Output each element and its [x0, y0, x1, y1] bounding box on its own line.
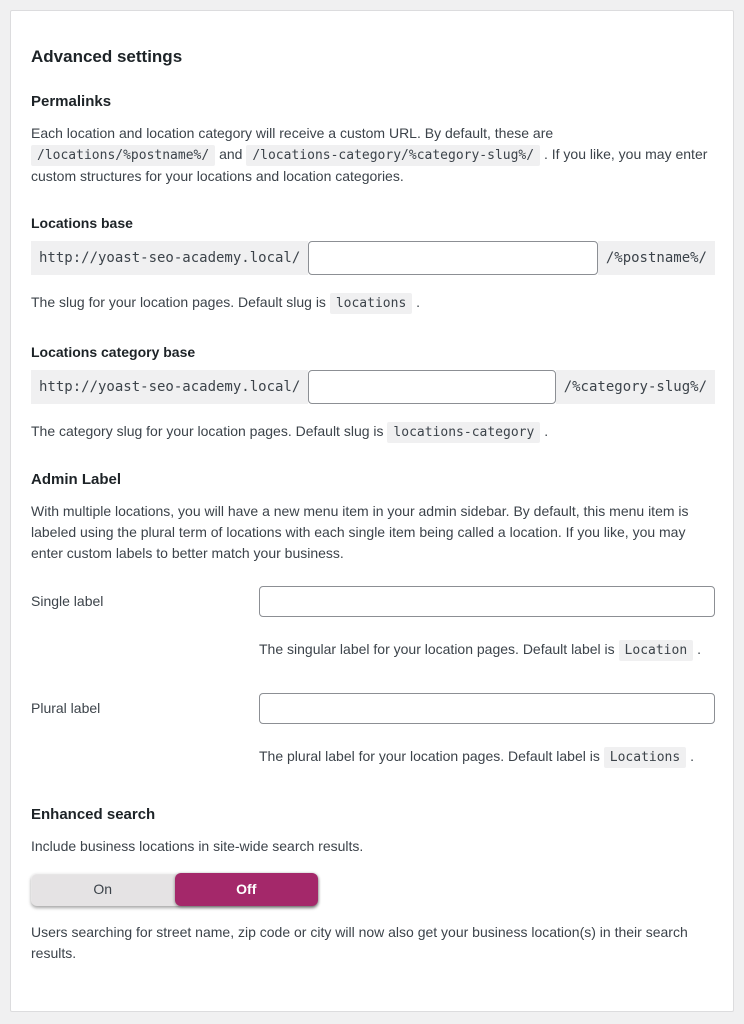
locations-base-input[interactable]	[308, 241, 598, 275]
postname-structure-code: /locations/%postname%/	[31, 145, 215, 166]
locations-base-url-prefix: http://yoast-seo-academy.local/	[31, 241, 308, 275]
enhanced-search-heading: Enhanced search	[31, 806, 156, 823]
locations-base-heading: Locations base	[31, 215, 133, 231]
category-base-description	[31, 419, 715, 445]
category-default-slug-code: locations-category	[387, 422, 540, 443]
locations-base-desc-text: The slug for your location pages. Default slug is	[31, 294, 326, 310]
category-base-desc-end: .	[544, 423, 549, 439]
page-title: Advanced settings	[31, 47, 183, 66]
locations-base-description	[31, 290, 715, 316]
category-base-url-prefix: http://yoast-seo-academy.local/	[31, 370, 308, 404]
single-label-field-group	[259, 586, 715, 663]
plural-label-label: Plural label	[31, 700, 101, 716]
category-base-row	[31, 370, 715, 404]
enhanced-search-note: Users searching for street name, zip code or city will now also get your business location(s) in their search results.	[31, 924, 688, 961]
plural-label-field-group	[259, 693, 715, 770]
permalinks-intro	[31, 123, 715, 187]
enhanced-search-description: Include business locations in site-wide search results.	[31, 838, 364, 854]
category-structure-code: /locations-category/%category-slug%/	[246, 145, 540, 166]
single-label-input[interactable]	[259, 586, 715, 617]
single-label-desc-text: The singular label for your location pages. Default label is	[259, 641, 615, 657]
locations-base-row	[31, 241, 715, 275]
single-label-label: Single label	[31, 593, 104, 609]
locations-default-slug-code: locations	[330, 293, 412, 314]
single-label-description	[259, 637, 715, 663]
category-base-url-suffix: /%category-slug%/	[556, 370, 715, 404]
permalinks-intro-text-3: . If you like, you may enter custom structures for your locations and location categories.	[31, 146, 708, 184]
plural-label-description	[259, 744, 715, 770]
plural-default-label-code: Locations	[604, 747, 686, 768]
permalinks-intro-text-2: and	[219, 146, 243, 162]
enhanced-search-toggle	[31, 873, 318, 906]
plural-label-desc-end: .	[690, 748, 694, 764]
permalinks-intro-text-1: Each location and location category will receive a custom URL. By default, these are	[31, 125, 554, 141]
single-label-desc-end: .	[697, 641, 701, 657]
permalinks-heading: Permalinks	[31, 93, 112, 110]
plural-label-row	[31, 693, 715, 770]
admin-label-intro: With multiple locations, you will have a new menu item in your admin sidebar. By default, this menu item is labeled using the plural term of locations with each single item being called a location. If you like, you may enter custom labels to better match your business.	[31, 503, 689, 561]
toggle-on-button[interactable]: On	[93, 881, 113, 897]
single-default-label-code: Location	[619, 640, 694, 661]
plural-label-desc-text: The plural label for your location pages. Default label is	[259, 748, 600, 764]
locations-base-url-suffix: /%postname%/	[598, 241, 715, 275]
category-base-input[interactable]	[308, 370, 555, 404]
plural-label-input[interactable]	[259, 693, 715, 724]
locations-base-desc-end: .	[416, 294, 421, 310]
category-base-desc-text: The category slug for your location pages. Default slug is	[31, 423, 384, 439]
toggle-off-button[interactable]: Off	[175, 873, 319, 906]
advanced-settings-panel	[10, 10, 734, 1012]
admin-label-heading: Admin Label	[31, 471, 122, 488]
category-base-heading: Locations category base	[31, 344, 196, 360]
single-label-row	[31, 586, 715, 663]
